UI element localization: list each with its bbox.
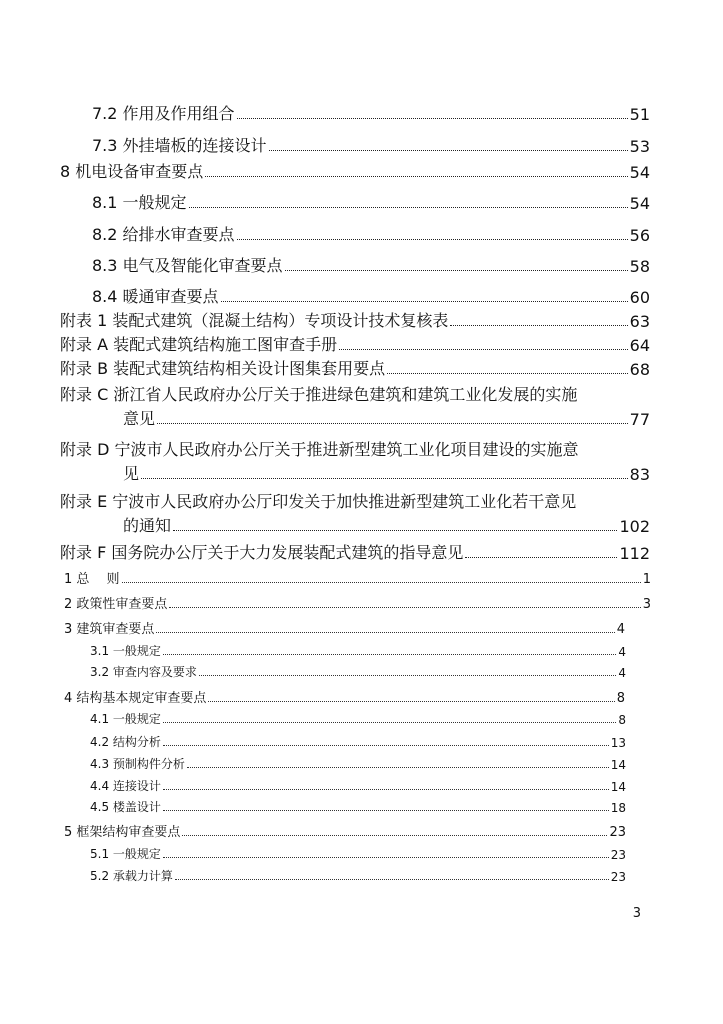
- toc-entry: [60, 309, 650, 331]
- toc-entry-title: 1 总 则: [64, 572, 120, 587]
- toc-entry-page: 60: [629, 288, 650, 307]
- toc-entry-page: 63: [629, 312, 650, 331]
- toc-entry-page: 112: [619, 544, 650, 563]
- toc-entry-title: 8.1 一般规定: [92, 193, 187, 212]
- toc-entry-title: 5.1 一般规定: [90, 847, 161, 861]
- leader-dots: [163, 745, 609, 746]
- toc-entry: [60, 160, 650, 182]
- toc-entry: [90, 711, 626, 727]
- leader-dots: [163, 654, 616, 655]
- toc-entry: [60, 333, 650, 355]
- leader-dots: [173, 530, 617, 531]
- toc-entry-title-cont: 意见: [123, 409, 156, 428]
- toc-entry: [123, 462, 650, 484]
- leader-dots: [450, 325, 627, 326]
- toc-entry-title: 8.3 电气及智能化审查要点: [92, 256, 283, 275]
- leader-dots: [237, 239, 628, 240]
- toc-entry: [92, 223, 650, 245]
- toc-entry: [90, 643, 626, 659]
- leader-dots: [163, 810, 609, 811]
- leader-dots: [189, 207, 628, 208]
- leader-dots: [182, 835, 607, 836]
- toc-entry: [90, 778, 626, 794]
- toc-entry-title: 附表 1 装配式建筑（混凝土结构）专项设计技术复核表: [60, 311, 449, 330]
- toc-entry-title: 4.2 结构分析: [90, 735, 161, 749]
- toc-entry-page: 53: [629, 137, 650, 156]
- page-number: 3: [632, 906, 641, 921]
- leader-dots: [387, 373, 627, 374]
- toc-entry: [90, 664, 626, 680]
- toc-entry-page: 23: [610, 870, 626, 884]
- toc-entry-page: 68: [629, 360, 650, 379]
- toc-entry-page: 58: [629, 257, 650, 276]
- toc-entry-title: 7.2 作用及作用组合: [92, 104, 235, 123]
- leader-dots: [208, 701, 614, 702]
- toc-entry-page: 83: [629, 465, 650, 484]
- toc-entry-page: 13: [610, 736, 626, 750]
- toc-entry-page: 4: [618, 645, 626, 659]
- toc-entry-title-cont: 的通知: [123, 516, 172, 535]
- leader-dots: [163, 722, 616, 723]
- toc-entry-page: 51: [629, 105, 650, 124]
- toc-entry-page: 14: [610, 758, 626, 772]
- toc-entry: [92, 191, 650, 213]
- toc-entry-title: 8 机电设备审查要点: [60, 162, 204, 181]
- toc-entry-title: 4.4 连接设计: [90, 779, 161, 793]
- toc-entry-title: 附录 D 宁波市人民政府办公厅关于推进新型建筑工业化项目建设的实施意: [60, 440, 579, 459]
- toc-entry-page: 1: [642, 572, 651, 587]
- toc-entry: [92, 134, 650, 156]
- toc-entry-title: 5 框架结构审查要点: [64, 825, 181, 840]
- leader-dots: [157, 423, 628, 424]
- leader-dots: [199, 675, 616, 676]
- toc-entry-page: 3: [642, 597, 651, 612]
- toc-entry: [90, 846, 626, 862]
- toc-entry: [123, 407, 650, 429]
- leader-dots: [163, 857, 609, 858]
- toc-entry-page: 23: [610, 848, 626, 862]
- toc-entry-title-cont: 见: [123, 464, 140, 483]
- leader-dots: [339, 349, 628, 350]
- toc-entry-title: 2 政策性审查要点: [64, 597, 168, 612]
- toc-entry: [90, 799, 626, 815]
- toc-entry: [92, 285, 650, 307]
- toc-entry: [90, 868, 626, 884]
- toc-entry-title: 4.3 预制构件分析: [90, 757, 185, 771]
- toc-entry-title: 3 建筑审查要点: [64, 622, 155, 637]
- toc-entry-title: 3.1 一般规定: [90, 644, 161, 658]
- toc-entry-page: 8: [616, 691, 625, 706]
- toc-entry: [64, 569, 651, 587]
- leader-dots: [237, 118, 628, 119]
- toc-entry: [60, 357, 650, 379]
- leader-dots: [175, 879, 609, 880]
- toc-entry: [123, 514, 650, 536]
- leader-dots: [122, 582, 641, 583]
- toc-entry-page: 77: [629, 410, 650, 429]
- toc-entry: [92, 254, 650, 276]
- toc-entry-title: 8.4 暖通审查要点: [92, 287, 219, 306]
- toc-entry-title: 附录 B 装配式建筑结构相关设计图集套用要点: [60, 359, 386, 378]
- toc-entry-title: 7.3 外挂墙板的连接设计: [92, 136, 267, 155]
- toc-entry: [90, 734, 626, 750]
- toc-entry-title: 3.2 审查内容及要求: [90, 665, 197, 679]
- toc-entry-page: 8: [618, 713, 626, 727]
- toc-entry-page: 4: [616, 622, 625, 637]
- toc-entry-title: 8.2 给排水审查要点: [92, 225, 235, 244]
- toc-entry-page: 23: [609, 825, 626, 840]
- toc-entry-page: 14: [610, 780, 626, 794]
- leader-dots: [187, 767, 609, 768]
- toc-entry-page: 18: [610, 801, 626, 815]
- leader-dots: [205, 176, 627, 177]
- toc-entry-title: 附录 C 浙江省人民政府办公厅关于推进绿色建筑和建筑工业化发展的实施: [60, 385, 578, 404]
- toc-entry-page: 56: [629, 226, 650, 245]
- toc-entry: [64, 594, 651, 612]
- leader-dots: [156, 632, 614, 633]
- toc-entry: [64, 688, 625, 706]
- toc-entry-page: 54: [629, 163, 650, 182]
- toc-entry-page: 4: [618, 666, 626, 680]
- toc-entry: [92, 102, 650, 124]
- toc-entry-page: 102: [619, 517, 650, 536]
- toc-entry-title: 4.1 一般规定: [90, 712, 161, 726]
- toc-entry-title: 附录 F 国务院办公厅关于大力发展装配式建筑的指导意见: [60, 543, 464, 562]
- toc-entry-page: 64: [629, 336, 650, 355]
- leader-dots: [163, 789, 609, 790]
- toc-entry-title: 附录 E 宁波市人民政府办公厅印发关于加快推进新型建筑工业化若干意见: [60, 492, 577, 511]
- leader-dots: [141, 478, 628, 479]
- toc-entry: [90, 756, 626, 772]
- toc-entry-page: 54: [629, 194, 650, 213]
- toc-entry-title: 4 结构基本规定审查要点: [64, 691, 207, 706]
- toc-entry-title: 附录 A 装配式建筑结构施工图审查手册: [60, 335, 338, 354]
- toc-entry: [60, 541, 650, 563]
- leader-dots: [285, 270, 628, 271]
- toc-entry-title: 4.5 楼盖设计: [90, 800, 161, 814]
- toc-entry: [64, 822, 626, 840]
- leader-dots: [465, 557, 617, 558]
- toc-entry: [64, 619, 625, 637]
- leader-dots: [269, 150, 628, 151]
- leader-dots: [221, 301, 628, 302]
- toc-entry-title: 5.2 承载力计算: [90, 869, 173, 883]
- leader-dots: [169, 607, 640, 608]
